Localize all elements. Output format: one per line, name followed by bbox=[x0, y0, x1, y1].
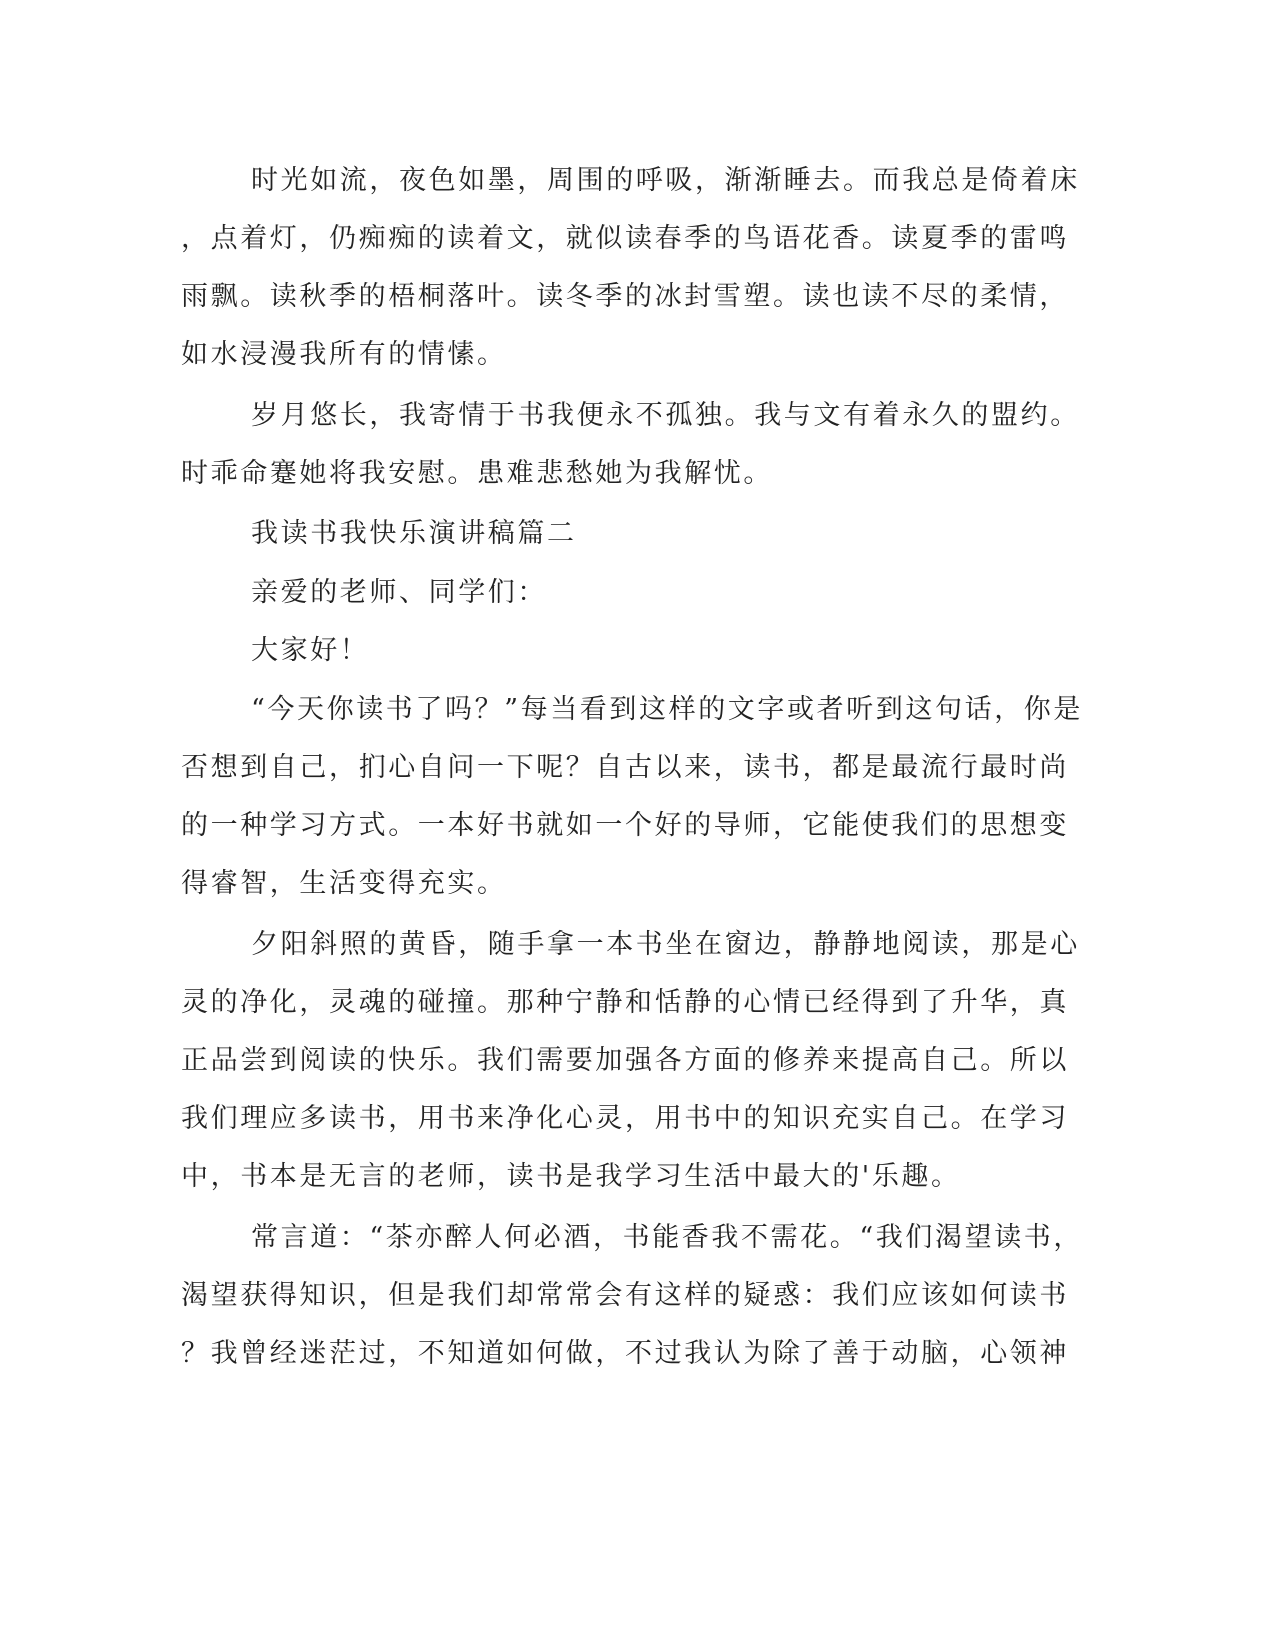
text-line: “今天你读书了吗？”每当看到这样的文字或者听到这句话，你是 bbox=[251, 694, 1084, 725]
text-line: 时光如流，夜色如墨，周围的呼吸，渐渐睡去。而我总是倚着床 bbox=[251, 165, 1080, 196]
text-line: 雨飘。读秋季的梧桐落叶。读冬季的冰封雪塑。读也读不尽的柔情， bbox=[181, 281, 1069, 312]
text-line: 我们理应多读书，用书来净化心灵，用书中的知识充实自己。在学习 bbox=[181, 1103, 1069, 1134]
text-line: 夕阳斜照的黄昏，随手拿一本书坐在窗边，静静地阅读，那是心 bbox=[251, 929, 1080, 960]
text-line: 时乖命蹇她将我安慰。患难悲愁她为我解忧。 bbox=[181, 458, 773, 489]
greeting: 大家好！ bbox=[251, 635, 370, 666]
text-line: 岁月悠长，我寄情于书我便永不孤独。我与文有着永久的盟约。 bbox=[251, 400, 1080, 431]
section-heading: 我读书我快乐演讲稿篇二 bbox=[251, 518, 577, 549]
text-line: 渴望获得知识，但是我们却常常会有这样的疑惑：我们应该如何读书 bbox=[181, 1280, 1069, 1311]
text-line: 正品尝到阅读的快乐。我们需要加强各方面的修养来提高自己。所以 bbox=[181, 1045, 1069, 1076]
text-line: 的一种学习方式。一本好书就如一个好的导师，它能使我们的思想变 bbox=[181, 810, 1069, 841]
text-line: 如水浸漫我所有的情愫。 bbox=[181, 339, 507, 370]
text-line: 常言道：“茶亦醉人何必酒，书能香我不需花。“我们渴望读书， bbox=[251, 1222, 1084, 1253]
text-line: ？我曾经迷茫过，不知道如何做，不过我认为除了善于动脑，心领神 bbox=[181, 1338, 1069, 1369]
salutation: 亲爱的老师、同学们： bbox=[251, 577, 547, 608]
text-line: ，点着灯，仍痴痴的读着文，就似读春季的鸟语花香。读夏季的雷鸣 bbox=[181, 223, 1069, 254]
text-line: 灵的净化，灵魂的碰撞。那种宁静和恬静的心情已经得到了升华，真 bbox=[181, 987, 1069, 1018]
text-line: 否想到自己，扪心自问一下呢？自古以来，读书，都是最流行最时尚 bbox=[181, 752, 1069, 783]
text-line: 中，书本是无言的老师，读书是我学习生活中最大的'乐趣。 bbox=[181, 1161, 961, 1192]
text-line: 得睿智，生活变得充实。 bbox=[181, 868, 507, 899]
